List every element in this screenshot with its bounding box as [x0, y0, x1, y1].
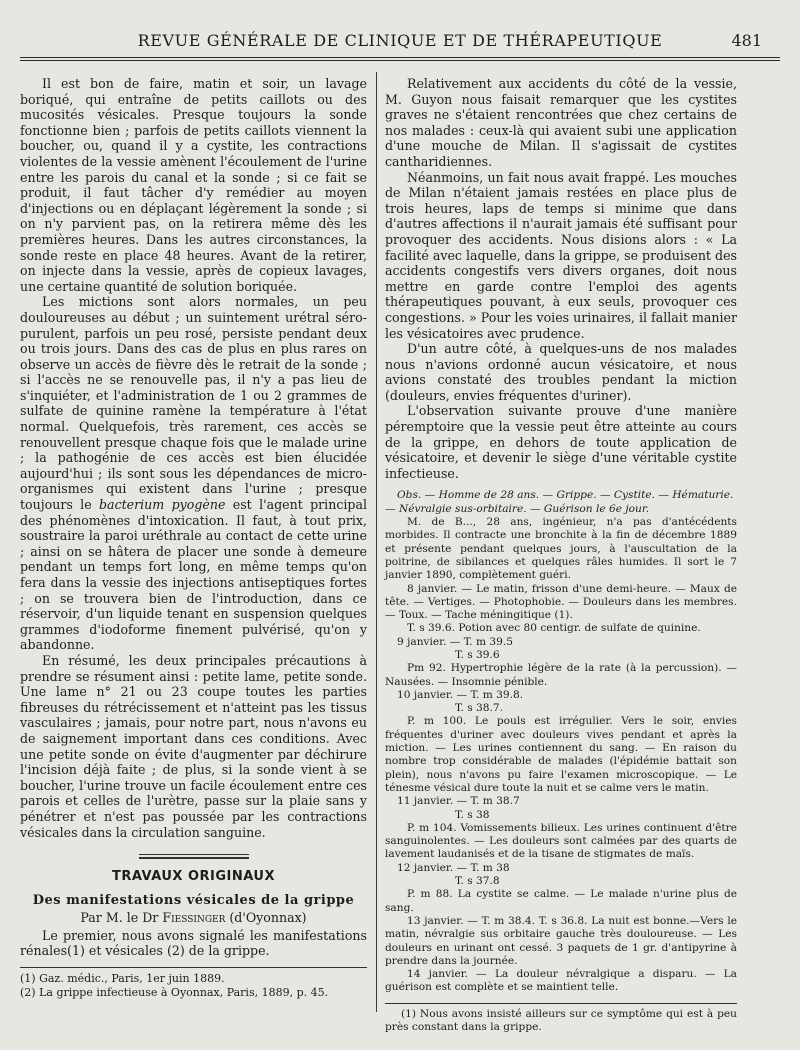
obs-temp: T. s 39.6 [455, 649, 500, 661]
italic-term: bacterium pyogène [99, 497, 226, 513]
obs-text: P. m 104. Vomissements bilieux. Les urines continuent d'être sanguinolentes. — Les douleurs sont calmées par des quarts de lavement laudanisés et de la tisane de stigmates de maïs. [385, 821, 737, 861]
paragraph: L'observation suivante prouve d'une manière péremptoire que la vessie peut être atteinte au cours de la grippe, en dehors de toute application de vésicatoire, et devenir le siège d'une véritable cystite infectieuse. [385, 403, 737, 481]
obs-temp: 10 janvier. — T. m 39.8. [397, 688, 524, 701]
section-title: TRAVAUX ORIGINAUX [111, 869, 276, 885]
paragraph: Relativement aux accidents du côté de la vessie, M. Guyon nous faisait remarquer que les cystites graves ne s'étaient rencontrées que chez certains de nos malades : ceux-là qui avaient subi une application d'une mouche de Milan. Il s'agissait de cystites cantharidiennes. [385, 76, 737, 169]
footnote-rule [20, 967, 367, 968]
obs-temp: T. s 38 [455, 808, 490, 821]
paragraph: Les mictions sont alors normales, un peu douloureuses au début ; un suintement urétral séro-purulent, parfois un peu rosé, persiste pendant deux ou trois jours. Dans des cas de plus en plus rares on observe un accès de fièvre dès le retrait de la sonde ; si l'accès ne se renouvelle pas, il n'y a pas lieu de s'inquiéter, et l'administration de 1 ou 2 grammes de sulfate de quinine ramène la température à l'état normal. Quelquefois, très rarement, ces accès se renouvellent presque chaque fois que le malade urine ; la pathogénie de ces accès est bien élucidée aujourd'hui ; ils sont sous les dépendances de micro-organismes qui existent dans l'urine ; presque toujours le bacterium pyogène est l'agent principal des phénomènes d'intoxication. Il faut, à tout prix, soustraire la paroi uréthrale au contact de cette urine ; ainsi on se hâtera de placer une sonde à demeure pendant un temps fort long, en même temps qu'on fera dans la vessie des injections antiseptiques fortes ; on se trouvera bien de l'introduction, dans ce réservoir, d'un liquide tenant en suspension quelques grammes d'iodoforme finement pulvérisé, qu'on y abandonne. [20, 294, 367, 653]
obs-temp: 12 janvier. — T. m 38 [397, 861, 510, 874]
article-title: Des manifestations vésicales de la grippe [32, 892, 355, 908]
paragraph: Néanmoins, un fait nous avait frappé. Les mouches de Milan n'étaient jamais restées en place plus de trois heures, laps de temps si minime que dans d'autres affections il n'aurait jamais été suffisant pour provoquer des accidents. Nous disions alors : « La facilité avec laquelle, dans la grippe, se produisent des accidents congestifs vers divers organes, doit nous mettre en garde contre l'emploi des agents thérapeutiques pouvant, à eux seuls, provoquer ces congestions. » Pour les voies urinaires, il fallait manier les vésicatoires avec prudence. [385, 169, 737, 341]
footnote-rule [385, 1003, 737, 1004]
obs-text: M. de B..., 28 ans, ingénieur, n'a pas d'antécédents morbides. Il contracte une bronchite à la fin de décembre 1889 et présente pendant quelques jours, à l'auscultation de la poitrine, de sibilances et quelques râles humides. Il sort le 7 janvier 1890, complètement guéri. [385, 516, 737, 582]
obs-text: 14 janvier. — La douleur névralgique a disparu. — La guérison est complète et se maintient telle. [385, 968, 737, 994]
obs-temp: T. s 38.7. [455, 702, 504, 715]
left-column [20, 76, 367, 999]
footnote: (2) La grippe infectieuse à Oyonnax, Paris, 1889, p. 45. [20, 985, 329, 999]
section-rule [139, 854, 249, 855]
obs-text: P. m 100. Le pouls est irrégulier. Vers le soir, envies fréquentes d'uriner avec douleurs vives pendant et après la miction. — Les urines contiennent du sang. — En raison du nombre trop considérable de malades (l'épidémie battait son plein), nous n'avons pu faire l'examen microscopique. — Le ténesme vésical dure toute la nuit et se calme vers le matin. [385, 715, 737, 794]
column-divider [376, 72, 377, 1012]
header-rule-thin [20, 60, 780, 61]
obs-text: 13 janvier. — T. m 38.4. T. s 36.8. La nuit est bonne.—Vers le matin, névralgie sus orbitaire gauche très douloureuse. — Les douleurs en urinant ont cessé. 3 paquets de 1 gr. d'antipyrine à prendre dans la journée. [385, 914, 737, 967]
running-header [20, 28, 780, 54]
obs-temp: 9 janvier. — T. m 39.5 [397, 635, 514, 648]
page-number: 481 [731, 31, 762, 50]
paragraph: Il est bon de faire, matin et soir, un lavage boriqué, qui entraîne de petits caillots ou des mucosités vésicales. Presque toujours la sonde fonctionne bien ; parfois de petits caillots viennent la boucher, ou, quand il y a cystite, les contractions violentes de la vessie amènent l'écoulement de l'urine entre les parois du canal et la sonde ; si ce fait se produit, il faut tâcher d'y remédier au moyen d'injections ou en déplaçant légèrement la sonde ; si on n'y parvient pas, on la retirera même dès les premières heures. Dans les autres circonstances, la sonde reste en place 48 heures. Avant de la retirer, on injecte dans la vessie, après de copieux lavages, une certaine quantité de solution boriquée. [20, 76, 367, 294]
obs-text: Pm 92. Hypertrophie légère de la rate (à la percussion). — Nausées. — Insomnie pénible. [385, 662, 737, 688]
obs-temp: 11 janvier. — T. m 38.7 [397, 795, 520, 808]
footnote: (1) Gaz. médic., Paris, 1er juin 1889. [20, 972, 225, 986]
paragraph: D'un autre côté, à quelques-uns de nos malades nous n'avions ordonné aucun vésicatoire, et nous avions constaté des troubles pendant la miction (douleurs, envies fréquentes d'uriner). [385, 341, 737, 403]
footnote: (1) Nous avons insisté ailleurs sur ce symptôme qui est à peu près constant dans la grippe. [385, 1007, 737, 1034]
section-rule-thick [139, 857, 249, 859]
observation [385, 489, 737, 994]
right-column [385, 76, 737, 1034]
obs-text: 8 janvier. — Le matin, frisson d'une demi-heure. — Maux de tête. — Vertiges. — Photophobie. — Douleurs dans les membres. — Toux. — Tache méningitique (1). [385, 582, 737, 622]
header-rule [20, 57, 780, 58]
obs-heading: Obs. — Homme de 28 ans. — Grippe. — Cystite. — Hématurie. — Névralgie sus-orbitaire. — Guérison le 6e jour. [385, 489, 734, 515]
paragraph: Le premier, nous avons signalé les manifestations rénales(1) et vésicales (2) de la grippe. [20, 927, 367, 959]
obs-temp: T. s 37.8 [455, 875, 500, 888]
paragraph: En résumé, les deux principales précautions à prendre se résument ainsi : petite lame, petite sonde. Une lame n° 21 ou 23 coupe toutes les parties fibreuses du rétrécissement et n'atteint pas les tissus vasculaires ; jamais, pour notre part, nous n'avons eu de saignement important dans ces conditions. Avec une petite sonde on évite d'augmenter par déchirure l'incision déjà faite ; de plus, si la sonde vient à se boucher, l'urine trouve un facile écoulement entre ces parois et celles de l'urètre, passe sur la plaie sans y pénétrer et n'est pas poussée par les contractions vésicales dans la circulation sanguine. [20, 652, 367, 840]
byline: Par M. le Dr Fiessinger (d'Oyonnax) [80, 910, 307, 926]
journal-title: REVUE GÉNÉRALE DE CLINIQUE ET DE THÉRAPEUTIQUE [137, 31, 663, 50]
obs-text: P. m 88. La cystite se calme. — Le malade n'urine plus de sang. [385, 888, 737, 914]
obs-text: T. s 39.6. Potion avec 80 centigr. de sulfate de quinine. [407, 622, 701, 635]
